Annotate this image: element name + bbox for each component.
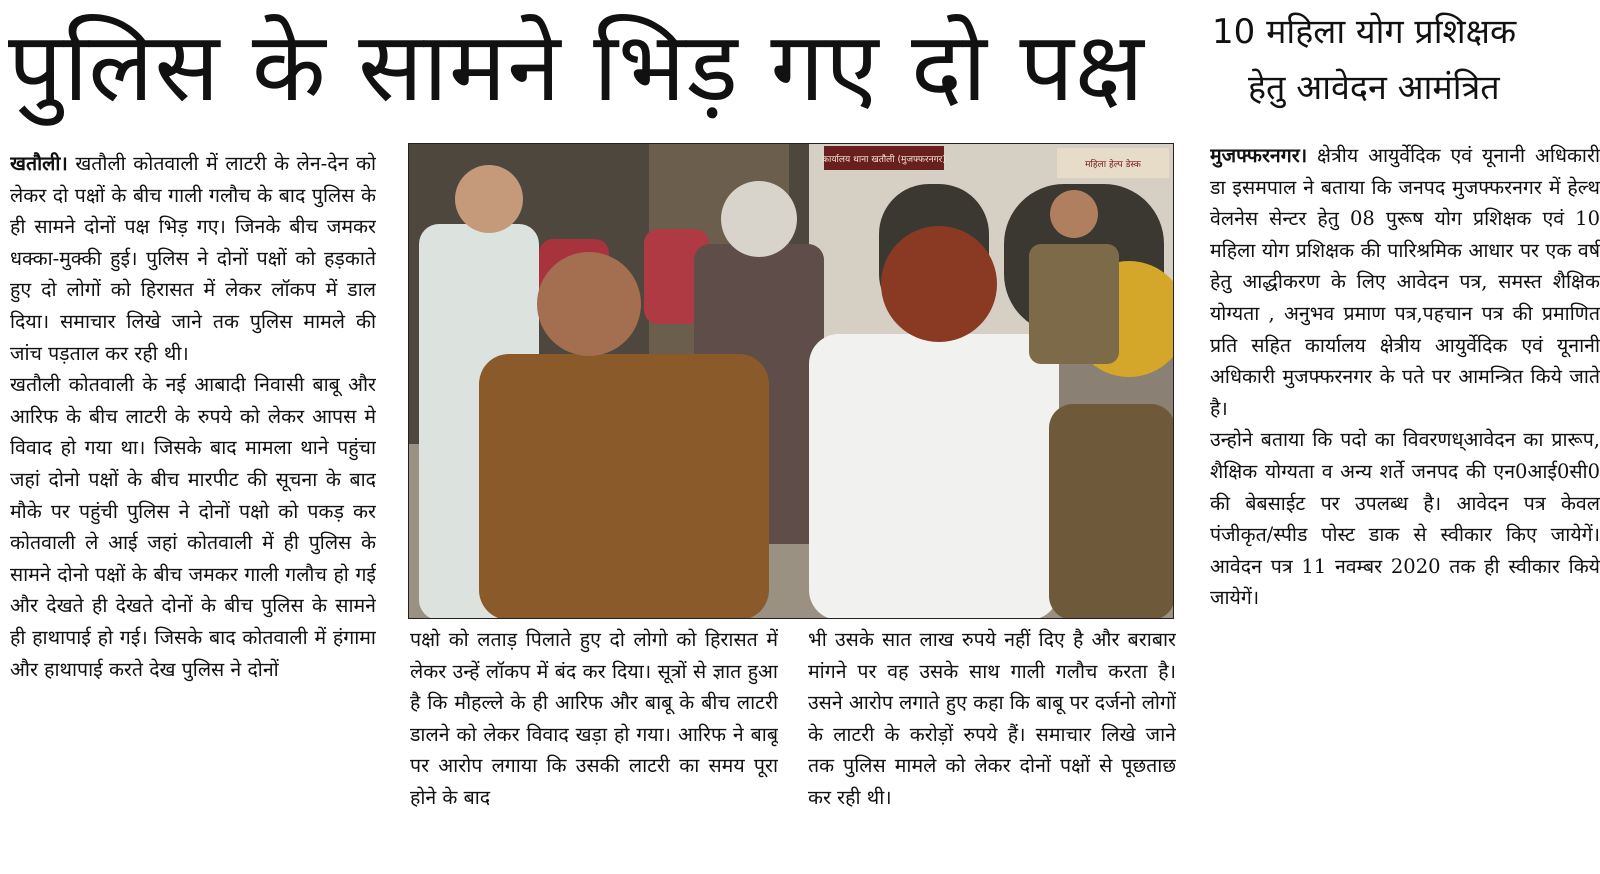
office-sign-text: कार्यालय थाना खतौली (मुजफ्फरनगर)	[822, 155, 946, 165]
police-officer-background	[1029, 244, 1119, 364]
side-article-paragraph-1	[1210, 140, 1600, 424]
officer-head	[1050, 190, 1098, 238]
side-article-paragraph-2: उन्होने बताया कि पदो का विवरणध्आवेदन का प्रारूप, शैक्षिक योग्यता व अन्य शर्ते जनपद की एन0आई0सी0 की बेबसाईट पर उपलब्ध है। आवेदन पत्र केवल पंजीकृत/स्पीड पोस्ट डाक से स्वीकार किए जायेगें। आवेदन पत्र 11 नवम्बर 2020 तक ही स्वीकार किये जायेगें।	[1210, 428, 1600, 610]
article-column-2	[410, 624, 778, 874]
side-dateline: मुजफ्फरनगर।	[1210, 144, 1308, 167]
article-text-2: पक्षो को लताड़ पिलाते हुए दो लोगो को हिरासत में लेकर उन्हें लॉकप में बंद कर दिया। सूत्रों से ज्ञात हुआ है कि मौहल्ले के ही आरिफ और बाबू के बीच लाटरी डालने को लेकर विवाद खड़ा हो गया। आरिफ ने बाबू पर आरोप लगाया कि उसकी लाटरी का समय पूरा होने के बाद	[410, 628, 778, 809]
side-article-column	[1210, 140, 1600, 874]
article-column-1	[10, 148, 376, 874]
headline: पुलिस के सामने भिड़ गए दो पक्ष	[8, 11, 1145, 123]
side-article-text-1: क्षेत्रीय आयुर्वेदिक एवं यूनानी अधिकारी डा इसमपाल ने बताया कि जनपद मुजफ्फरनगर में हेल्थ वेलनेस सेन्टर हेतु 08 पुरूष योग प्रशिक्षक एवं 10 महिला योग प्रशिक्षक की पारिश्रमिक आधार पर एक वर्ष हेतु आद्धीकरण के लिए आवेदन पत्र, समस्त शैक्षिक योग्यता , अनुभव प्रमाण पत्र,पहचान पत्र की प्रमाणित प्रति सहित कार्यालय क्षेत्रीय आयुर्वेदिक एवं यूनानी अधिकारी मुजफ्फरनगर के पते पर आमन्त्रित किये जाते है।	[1210, 144, 1600, 420]
officer-head	[537, 252, 641, 356]
news-photo	[408, 143, 1174, 619]
police-officer-right	[1049, 404, 1174, 619]
article-column-3	[808, 624, 1176, 874]
dateline: खतौली।	[10, 152, 68, 175]
article-paragraph-2: खतौली कोतवाली के नई आबादी निवासी बाबू और आरिफ के बीच लाटरी के रुपये को लेकर आपस मे विवाद हो गया था। जिसके बाद मामला थाने पहुंचा जहां दोनो पक्षों के बीच मारपीट की सूचना के बाद मौके पर पहुंची पुलिस ने दोनों पक्षो को पकड़ कर कोतवाली ले आई जहां कोतवाली में ही पुलिस के सामने दोनो पक्षों के बीच जमकर गाली गलौच हो गई और देखते ही देखते दोनों के बीच पुलिस के सामने ही हाथापाई हो गई। जिसके बाद कोतवाली में हंगामा और हाथापाई करते देख पुलिस ने दोनों	[10, 373, 376, 681]
person-head	[455, 165, 523, 233]
article-text-1: खतौली कोतवाली में लाटरी के लेन-देन को लेकर दो पक्षों के बीच गाली गलौच के बाद पुलिस के ही सामने दोनों पक्ष भिड़ गए। जिनके बीच जमकर धक्का-मुक्की हुई। पुलिस ने दोनों पक्षों को हड़काते हुए दो लोगों को हिरासत में लेकर लॉकप में डाल दिया। समाचार लिखे जाने तक पुलिस मामले की जांच पड़ताल कर रही थी।	[10, 152, 376, 365]
police-officer-khaki	[479, 354, 769, 619]
side-headline	[1212, 4, 1600, 116]
person-scarf-head	[721, 181, 797, 257]
person-white-shirt	[809, 334, 1059, 619]
side-headline-line2: हेतु आवेदन आमंत्रित	[1248, 68, 1500, 108]
side-headline-line1: 10 महिला योग प्रशिक्षक	[1212, 12, 1517, 52]
article-paragraph-1	[10, 148, 376, 369]
person-red-hair	[881, 226, 997, 342]
article-text-3: भी उसके सात लाख रुपये नहीं दिए है और बराबार मांगने पर वह उसके साथ गाली गलौच करता है। उसने आरोप लगाते हुए कहा कि बाबू पर दर्जनो लोगों के लाटरी के करोड़ों रुपये हैं। समाचार लिखे जाने तक पुलिस मामले को लेकर दोनों पक्षों से पूछताछ कर रही थी।	[808, 628, 1176, 809]
help-desk-sign-text: महिला हेल्प डेस्क	[1085, 160, 1141, 170]
photo-illustration	[409, 144, 1174, 619]
